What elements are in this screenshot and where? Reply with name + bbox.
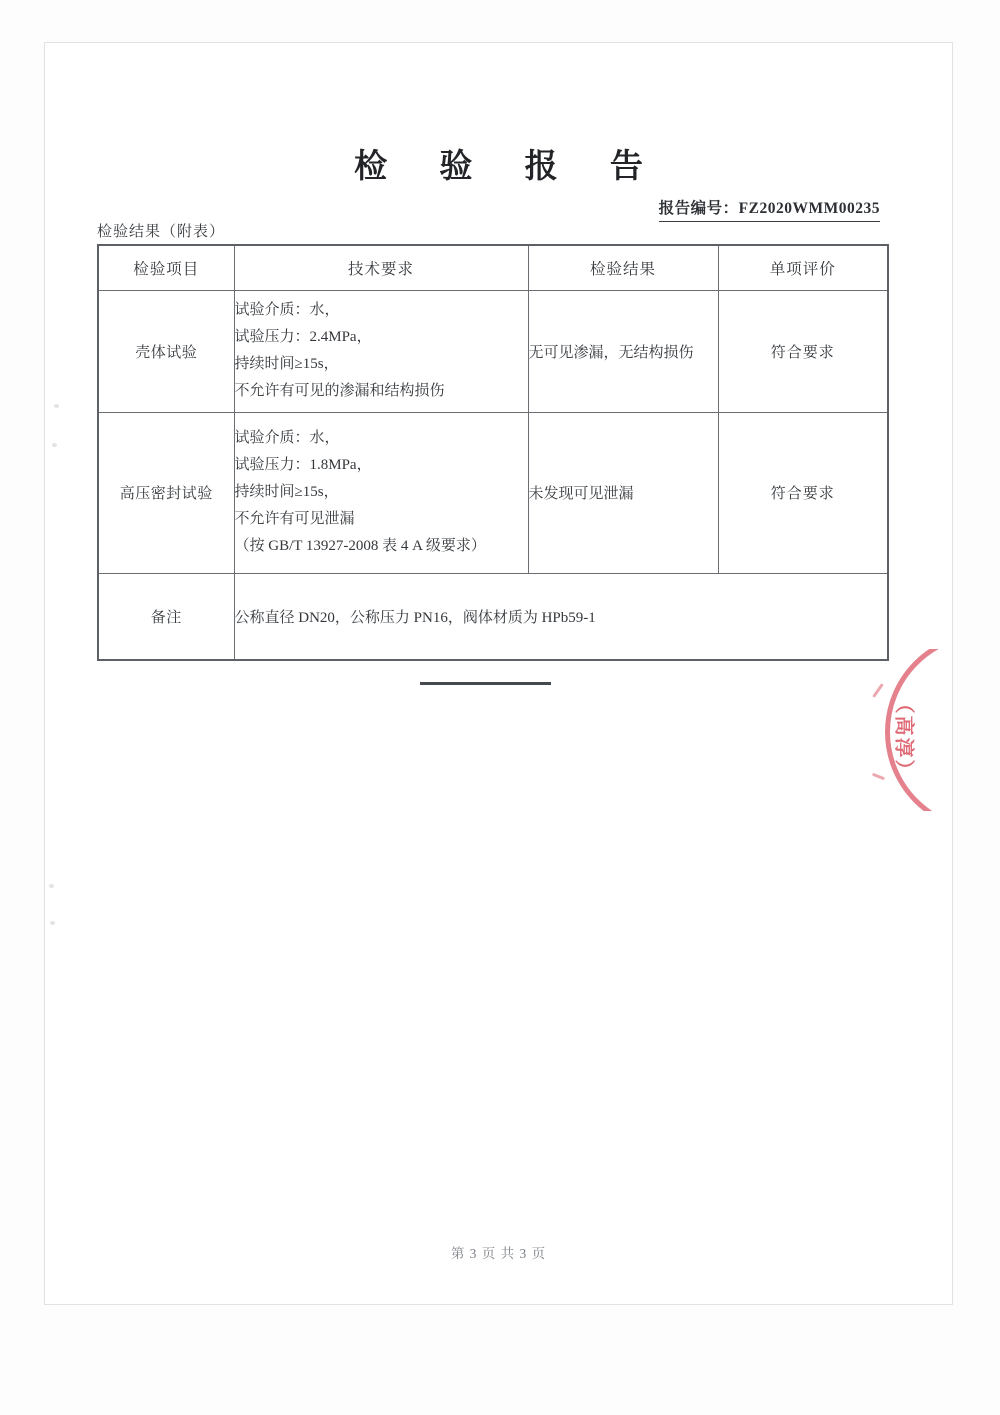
cell-result: 未发现可见泄漏 (528, 412, 718, 573)
scan-artifact (54, 404, 59, 408)
col-header-evaluation: 单项评价 (718, 245, 888, 290)
requirement-line: 持续时间≥15s， (234, 484, 339, 500)
col-header-item: 检验项目 (98, 245, 234, 290)
cell-item-name: 高压密封试验 (98, 412, 234, 573)
requirement-line: 不允许有可见的渗漏和结构损伤 (234, 383, 445, 399)
scan-artifact (50, 921, 55, 925)
red-seal-stamp (856, 649, 951, 811)
table-header-row (98, 245, 888, 290)
table-row-remark (98, 573, 888, 660)
inspection-results-table (97, 244, 889, 661)
col-header-requirements: 技术要求 (234, 245, 528, 290)
requirement-line: 持续时间≥15s， (234, 356, 339, 372)
cell-result: 无可见渗漏，无结构损伤 (528, 290, 718, 412)
cell-evaluation: 符合要求 (718, 290, 888, 412)
stamp-partial-glyph (872, 683, 884, 698)
requirement-line: 不允许有可见泄漏 (234, 511, 355, 527)
stamp-text: （高淳） (892, 693, 915, 782)
page-footer: 第 3 页 共 3 页 (450, 1246, 547, 1261)
requirement-line: 试验压力：1.8MPa， (234, 457, 372, 473)
results-attachment-label: 检验结果（附表） (97, 224, 226, 240)
requirement-line: （按 GB/T 13927-2008 表 4 A 级要求） (234, 538, 486, 554)
scan-artifact (52, 443, 57, 447)
cell-remark-label: 备注 (98, 573, 234, 660)
cell-remark-text: 公称直径 DN20，公称压力 PN16，阀体材质为 HPb59-1 (234, 573, 888, 660)
end-of-report-rule (420, 682, 551, 685)
stamp-partial-glyph (872, 773, 885, 781)
table-row-seal-test (98, 412, 888, 573)
report-number (659, 196, 880, 222)
scanned-report-page (44, 42, 953, 1305)
cell-requirements (234, 412, 528, 573)
report-number-value: FZ2020WMM00235 (738, 200, 880, 217)
requirement-line: 试验介质：水， (234, 302, 340, 318)
requirement-line: 试验压力：2.4MPa， (234, 329, 372, 345)
cell-requirements (234, 290, 528, 412)
col-header-result: 检验结果 (528, 245, 718, 290)
cell-item-name: 壳体试验 (98, 290, 234, 412)
cell-evaluation: 符合要求 (718, 412, 888, 573)
report-number-label: 报告编号： (658, 200, 739, 217)
table-row-shell-test (98, 290, 888, 412)
report-title: 检 验 报 告 (354, 149, 665, 185)
requirement-line: 试验介质：水， (234, 430, 340, 446)
scan-artifact (49, 884, 54, 888)
